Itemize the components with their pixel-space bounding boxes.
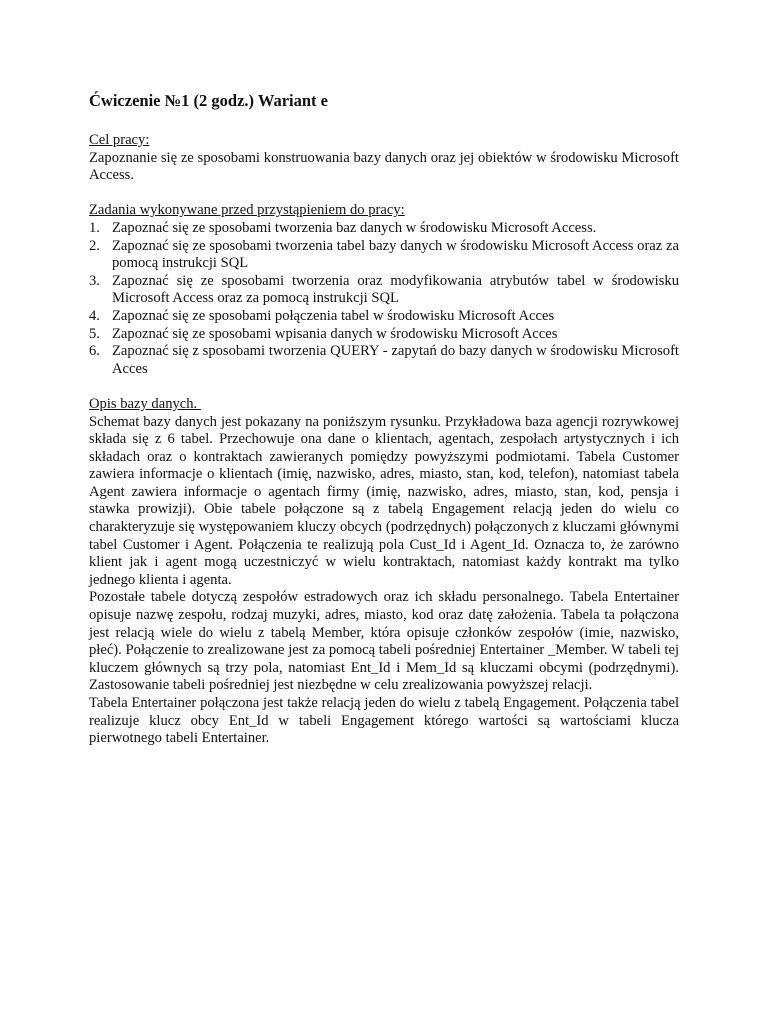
task-number: 6. [89,343,100,360]
document-page [89,90,679,748]
task-text: Zapoznać się ze sposobami tworzenia oraz modyfikowania atrybutów tabel w środowisku Microsoft Access oraz za pomocą instrukcji SQL [112,272,679,307]
task-number: 4. [89,307,100,324]
task-item [89,308,679,326]
description-paragraph: Schemat bazy danych jest pokazany na poniższym rysunku. Przykładowa baza agencji rozrywkowej składa się z 6 tabel. Przechowuje ona dane o klientach, agentach, zespołach artystycznych i ich składach oraz o kontraktach zawieranych pomiędzy powyższymi podmiotami. Tabela Customer zawiera informacje o klientach (imię, nazwisko, adres, miasto, stan, kod, telefon), natomiast tabela Agent zawiera informacje o agentach firmy (imię, nazwisko, adres, miasto, stan, kod, pensja i stawka prowizji). Obie tabele połączone są z tabelą Engagement relacją jeden do wielu co charakteryzuje się występowaniem kluczy obcych (podrzędnych) połączonych z kluczami głównymi tabel Customer i Agent. Połączenia te realizują pola Cust_Id i Agent_Id. Oznacza to, że zarówno klient jak i agent mogą uczestniczyć w wielu kontraktach, natomiast każdy kontrakt ma tylko jednego klienta i agenta. [89,413,679,588]
document-title: Ćwiczenie №1 (2 godz.) Wariant e [89,91,328,110]
spacer [89,185,679,203]
task-item [89,220,679,238]
task-text: Zapoznać się z sposobami tworzenia QUERY - zapytań do bazy danych w środowisku Microsoft Acces [112,343,679,377]
tasks-heading: Zadania wykonywane przed przystąpieniem do pracy: [89,202,405,219]
task-item [89,326,679,344]
goal-heading: Cel pracy: [89,132,150,148]
task-number: 3. [89,272,100,289]
task-number: 5. [89,325,100,342]
task-text: Zapoznać się ze sposobami tworzenia baz danych w środowisku Microsoft Access. [112,219,597,236]
spacer [89,378,679,396]
description-heading: Opis bazy danych. [89,395,201,412]
task-text: Zapoznać się ze sposobami tworzenia tabel bazy danych w środowisku Microsoft Access oraz za pomocą instrukcji SQL [112,237,679,272]
task-text: Zapoznać się ze sposobami połączenia tabel w środowisku Microsoft Acces [112,307,555,324]
description-paragraph: Pozostałe tabele dotyczą zespołów estradowych oraz ich składu personalnego. Tabela Entertainer opisuje nazwę zespołu, rodzaj muzyki, adres, miasto, kod oraz datę założenia. Tabela ta połączona jest relacją wiele do wielu z tabelą Member, która opisuje członków zespołów (imie, nazwisko, płeć). Połączenie to zrealizowane jest za pomocą tabeli pośredniej Entertainer _Member. W tabeli tej kluczem głównych są trzy pola, natomiast Ent_Id i Mem_Id są kluczami obcymi (podrzędnymi). Zastosowanie tabeli pośredniej jest niezbędne w celu zrealizowania powyższej relacji. [89,589,679,694]
task-text: Zapoznać się ze sposobami wpisania danych w środowisku Microsoft Acces [112,325,558,342]
tasks-list [89,220,679,378]
task-item [89,273,679,308]
task-item [89,343,679,378]
task-number: 2. [89,237,100,254]
description-paragraph: Tabela Entertainer połączona jest także relacją jeden do wielu z tabelą Engagement. Połączenia tabel realizuje klucz obcy Ent_Id w tabeli Engagement którego wartości są wartościami klucza pierwotnego tabeli Entertainer. [89,695,679,747]
task-number: 1. [89,219,100,236]
goal-text: Zapoznanie się ze sposobami konstruowania bazy danych oraz jej obiektów w środowisku Microsoft Access. [89,149,679,184]
task-item [89,238,679,273]
